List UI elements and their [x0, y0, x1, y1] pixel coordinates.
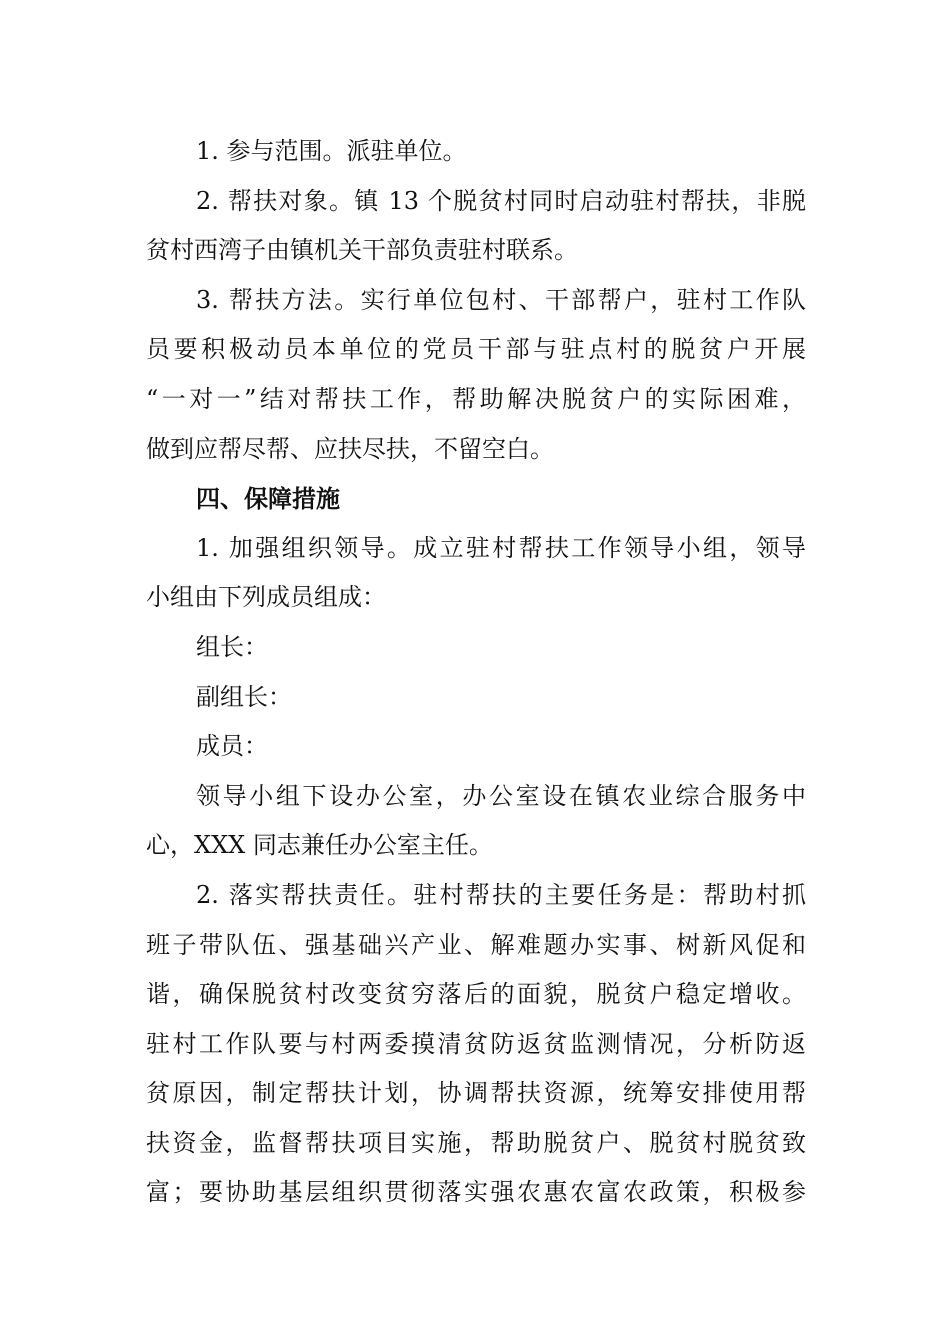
text-line: 富；要协助基层组织贯彻落实强农惠农富农政策，积极参 [146, 1178, 806, 1207]
members-label: 成员： [196, 732, 268, 761]
document-body [146, 127, 806, 1218]
item-organization-leadership: 1. 加强组织领导。成立驻村帮扶工作领导小组，领导 [196, 533, 806, 562]
text-line: 贫原因，制定帮扶计划，协调帮扶资源，统筹安排使用帮 [146, 1079, 806, 1108]
item-responsibility: 2. 落实帮扶责任。驻村帮扶的主要任务是：帮助村抓 [196, 880, 806, 909]
text-line: 谐，确保脱贫村改变贫穷落后的面貌，脱贫户稳定增收。 [146, 980, 806, 1009]
text-line: 小组由下列成员组成： [146, 583, 386, 612]
text-line: 心，XXX 同志兼任办公室主任。 [146, 831, 493, 860]
section-heading: 四、保障措施 [196, 484, 340, 514]
text-line: “一对一”结对帮扶工作，帮助解决脱贫户的实际困难， [146, 384, 806, 413]
office-paragraph: 领导小组下设办公室，办公室设在镇农业综合服务中 [196, 781, 806, 810]
text-line: 扶资金，监督帮扶项目实施，帮助脱贫户、脱贫村脱贫致 [146, 1128, 806, 1157]
deputy-leader-label: 副组长： [196, 682, 292, 711]
text-line: 做到应帮尽帮、应扶尽扶，不留空白。 [146, 434, 554, 463]
text-line: 驻村工作队要与村两委摸清贫防返贫监测情况，分析防返 [146, 1029, 806, 1058]
group-leader-label: 组长： [196, 632, 268, 661]
item-participation-scope: 1. 参与范围。派驻单位。 [196, 137, 467, 165]
text-line: 贫村西湾子由镇机关干部负责驻村联系。 [146, 236, 578, 265]
item-assistance-method: 3. 帮扶方法。实行单位包村、干部帮户，驻村工作队 [196, 285, 806, 314]
text-line: 员要积极动员本单位的党员干部与驻点村的脱贫户开展 [146, 335, 806, 364]
text-line: 班子带队伍、强基础兴产业、解难题办实事、树新风促和 [146, 930, 806, 959]
item-assistance-target: 2. 帮扶对象。镇 13 个脱贫村同时启动驻村帮扶，非脱 [196, 186, 806, 215]
